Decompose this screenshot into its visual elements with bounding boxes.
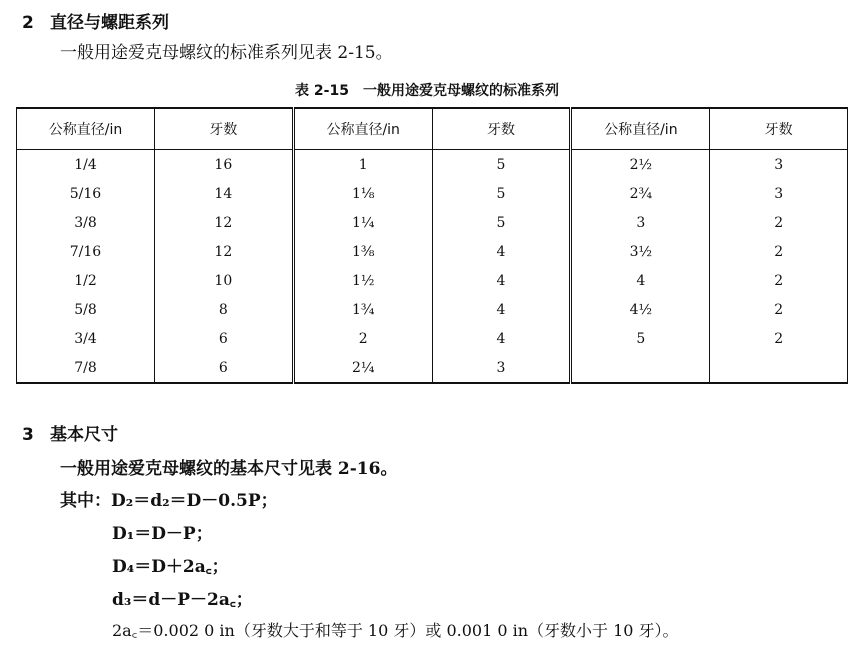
- cell-diameter: 5: [571, 324, 710, 353]
- table-row: [17, 237, 848, 266]
- cell-threads: 12: [154, 208, 293, 237]
- header-threads: 牙数: [432, 108, 571, 150]
- section-heading-2: [22, 8, 169, 33]
- table-caption: [0, 80, 854, 100]
- cell-threads: 3: [710, 179, 848, 208]
- section-heading-3: [22, 420, 118, 445]
- cell-diameter: 2½: [571, 150, 710, 180]
- cell-threads: 2: [710, 266, 848, 295]
- cell-diameter: 2: [293, 324, 432, 353]
- cell-threads: 3: [432, 353, 571, 383]
- cell-threads: 5: [432, 150, 571, 180]
- cell-diameter: 1¼: [293, 208, 432, 237]
- header-nominal-diameter: 公称直径/in: [571, 108, 710, 150]
- cell-threads: 2: [710, 324, 848, 353]
- table-row: [17, 324, 848, 353]
- cell-threads: 8: [154, 295, 293, 324]
- cell-diameter: 2¼: [293, 353, 432, 383]
- formula-2ac: 2a꜀＝0.002 0 in（牙数大于和等于 10 牙）或 0.001 0 in（牙数小于 10 牙）。: [112, 621, 679, 640]
- cell-threads: 4: [432, 237, 571, 266]
- table-row: [17, 353, 848, 383]
- cell-threads: 3: [710, 150, 848, 180]
- section-title: 基本尺寸: [50, 425, 118, 445]
- cell-diameter: 1/4: [17, 150, 155, 180]
- cell-threads: [710, 353, 848, 383]
- header-nominal-diameter: 公称直径/in: [17, 108, 155, 150]
- cell-diameter: 5/8: [17, 295, 155, 324]
- cell-diameter: 1⅛: [293, 179, 432, 208]
- cell-threads: 2: [710, 295, 848, 324]
- formula-lead: 其中：: [60, 491, 111, 511]
- table-number: 表 2-15: [295, 83, 349, 99]
- cell-diameter: 4: [571, 266, 710, 295]
- cell-diameter: 1⅜: [293, 237, 432, 266]
- header-threads: 牙数: [710, 108, 848, 150]
- cell-diameter: [571, 353, 710, 383]
- cell-threads: 5: [432, 208, 571, 237]
- formula-d4: D₄＝D＋2a꜀；: [112, 557, 229, 577]
- table-row: [17, 295, 848, 324]
- table-row: [17, 150, 848, 180]
- cell-diameter: 1/2: [17, 266, 155, 295]
- formula-line-1: [60, 486, 278, 511]
- cell-diameter: 1: [293, 150, 432, 180]
- cell-threads: 6: [154, 353, 293, 383]
- table-header-row: [17, 108, 848, 150]
- cell-threads: 12: [154, 237, 293, 266]
- cell-diameter: 3/4: [17, 324, 155, 353]
- formula-d2: D₂＝d₂＝D－0.5P；: [111, 491, 278, 511]
- basic-dimensions-paragraph: 一般用途爱克母螺纹的基本尺寸见表 2-16。: [60, 459, 398, 479]
- cell-diameter: 7/8: [17, 353, 155, 383]
- cell-threads: 4: [432, 266, 571, 295]
- table-row: [17, 208, 848, 237]
- cell-threads: 5: [432, 179, 571, 208]
- section-title: 直径与螺距系列: [50, 13, 169, 33]
- intro-paragraph: 一般用途爱克母螺纹的标准系列见表 2-15。: [60, 43, 393, 63]
- section-number: 3: [22, 425, 34, 445]
- cell-threads: 2: [710, 237, 848, 266]
- cell-diameter: 1½: [293, 266, 432, 295]
- table-row: [17, 266, 848, 295]
- cell-threads: 2: [710, 208, 848, 237]
- table-title: 一般用途爱克母螺纹的标准系列: [362, 83, 559, 99]
- cell-threads: 16: [154, 150, 293, 180]
- section-number: 2: [22, 13, 34, 33]
- cell-diameter: 4½: [571, 295, 710, 324]
- table-row: [17, 179, 848, 208]
- cell-threads: 4: [432, 324, 571, 353]
- acme-standard-series-table: [16, 107, 848, 384]
- header-nominal-diameter: 公称直径/in: [293, 108, 432, 150]
- formula-d3: d₃＝d－P－2a꜀；: [112, 590, 253, 610]
- formula-d1: D₁＝D－P；: [112, 524, 213, 544]
- cell-diameter: 2¾: [571, 179, 710, 208]
- cell-diameter: 3: [571, 208, 710, 237]
- cell-threads: 4: [432, 295, 571, 324]
- cell-threads: 14: [154, 179, 293, 208]
- cell-threads: 6: [154, 324, 293, 353]
- cell-diameter: 3½: [571, 237, 710, 266]
- cell-threads: 10: [154, 266, 293, 295]
- header-threads: 牙数: [154, 108, 293, 150]
- cell-diameter: 1¾: [293, 295, 432, 324]
- cell-diameter: 7/16: [17, 237, 155, 266]
- cell-diameter: 3/8: [17, 208, 155, 237]
- cell-diameter: 5/16: [17, 179, 155, 208]
